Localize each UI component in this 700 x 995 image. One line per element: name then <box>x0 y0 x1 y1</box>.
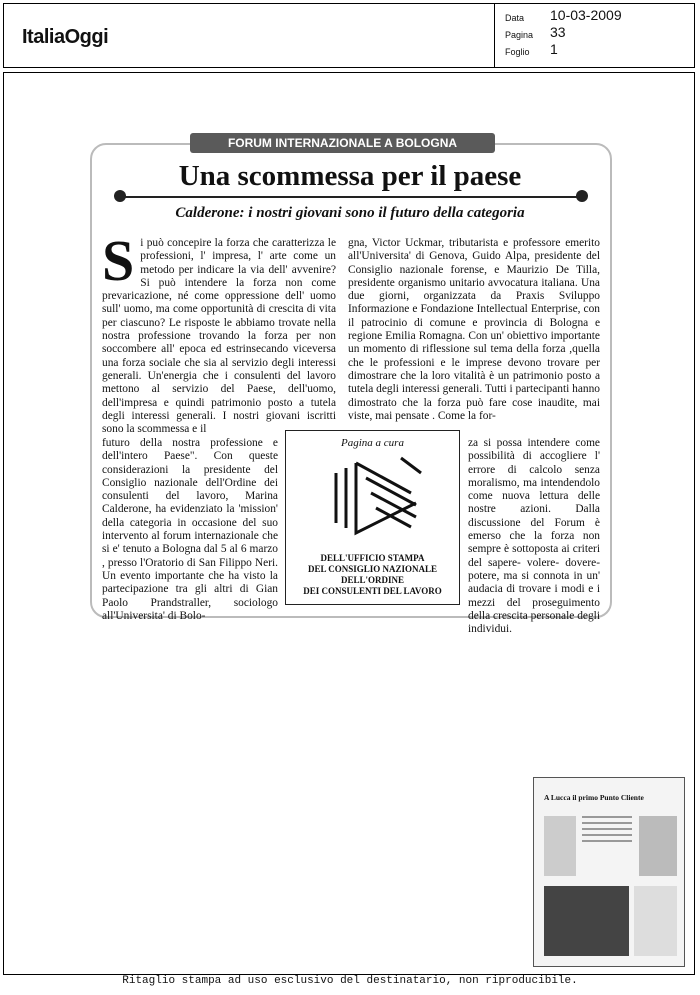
article-column-2: gna, Victor Uckmar, tributarista e professore emerito all'Universita' di Genova, Guido Alpa, presidente del Consiglio nazionale forense, e Maurizio De Tilla, presidente organismo unitario avvocatura italiana. Una due giorni, organizzata da Praxis Sviluppo Informazione e Fondazione Intellectual Enterprise, con il patrocinio di comune e provincia di Bologna e regione Emilia Romagna. Con un' obiettivo importante un momento di riflessione sul tema della forza ,quella che le professioni e le imprese devono trovare per dimostrare che la loro vitalità è un patrimonio posto a tutela degli interessi generali. Tutti i partecipanti hanno dimostrato che la forza può fare cose inaudite, mai viste, mai pensate . Come la for- <box>348 237 600 422</box>
article-headline: Una scommessa per il paese <box>178 160 522 192</box>
thumbnail-photo <box>544 816 576 876</box>
data-label: Data <box>505 13 525 23</box>
pagina-value: 33 <box>550 24 566 40</box>
page-thumbnail <box>533 777 685 967</box>
footer-notice: Ritaglio stampa ad uso esclusivo del destinatario, non riproducibile. <box>122 975 578 987</box>
cura-credits: DELL'UFFICIO STAMPA DEL CONSIGLIO NAZIONALE DELL'ORDINE DEI CONSULENTI DEL LAVORO <box>303 553 442 596</box>
thumbnail-article <box>544 886 629 956</box>
thumbnail-headline: A Lucca il primo Punto Cliente <box>544 793 644 802</box>
newspaper-logo: ItaliaOggi <box>22 26 109 48</box>
article-column-1 <box>102 228 336 436</box>
article-subhead: Calderone: i nostri giovani sono il futuro della categoria <box>175 205 525 221</box>
rule-dot-right <box>576 190 588 202</box>
column-1-text: i può concepire la forza che caratterizza le professioni, l' impresa, l' arte come un metodo per indicare la via dell' avvenire? Si può intendere la forza non come prevaricazione, né come oppressione dell' uomo sull' uomo, ma come opportunità di crescita di vita per ciascuno? Le risposte le abbiamo trovate nella nostra professione trovando la forza per non soccombere all' epoca ed estrinsecando viceversa una forza sociale che sia al servizio degli interessi generali. Un'energia che i consulenti del lavoro mettono al servizio del Paese, dell'uomo, dell'impresa e quindi patrimonio posto a tutela degli interessi generali. I nostri giovani iscritti sono la scommessa e il <box>102 237 336 436</box>
foglio-label: Foglio <box>505 47 530 57</box>
header-divider <box>494 4 495 67</box>
cnocdl-logo-icon <box>316 453 431 543</box>
rule-dot-left <box>114 190 126 202</box>
cura-box <box>285 430 460 605</box>
article-column-1-lower: futuro della nostra professione e dell'intero Paese". Con queste considerazioni la presidente del Consiglio nazionale dell'Ordine dei consulenti del lavoro, Marina Calderone, ha evidenziato la 'mission' della categoria in occasione del suo intervento al forum internazionale che si e' tenuto a Bologna dal 5 al 6 marzo , presso l'Oratorio di San Filippo Neri. Un evento importante che ha visto la partecipazione tra gli altri di Gian Paolo Prandstraller, sociologo all'Universita' di Bolo- <box>102 437 278 622</box>
article-column-2-lower: za si possa intendere come possibilità di accogliere l' errore di calcolo senza moralismo, ma intendendolo come nuova lettura delle nostre azioni. Dalla discussione del Forum è emerso che la forza non sempre è sottoposta ai criteri del sapere- volere- dovere- potere, ma si connota in un' audacia di trovare i modi e i mezzi del proseguimento della crescita personale degli individui. <box>468 437 600 636</box>
cura-title: Pagina a cura <box>341 437 404 449</box>
headline-rule <box>120 196 582 198</box>
data-value: 10-03-2009 <box>550 7 622 23</box>
pagina-label: Pagina <box>505 30 534 40</box>
article-kicker: FORUM INTERNAZIONALE A BOLOGNA <box>190 133 495 153</box>
foglio-value: 1 <box>550 41 558 57</box>
drop-cap: S <box>102 228 135 293</box>
